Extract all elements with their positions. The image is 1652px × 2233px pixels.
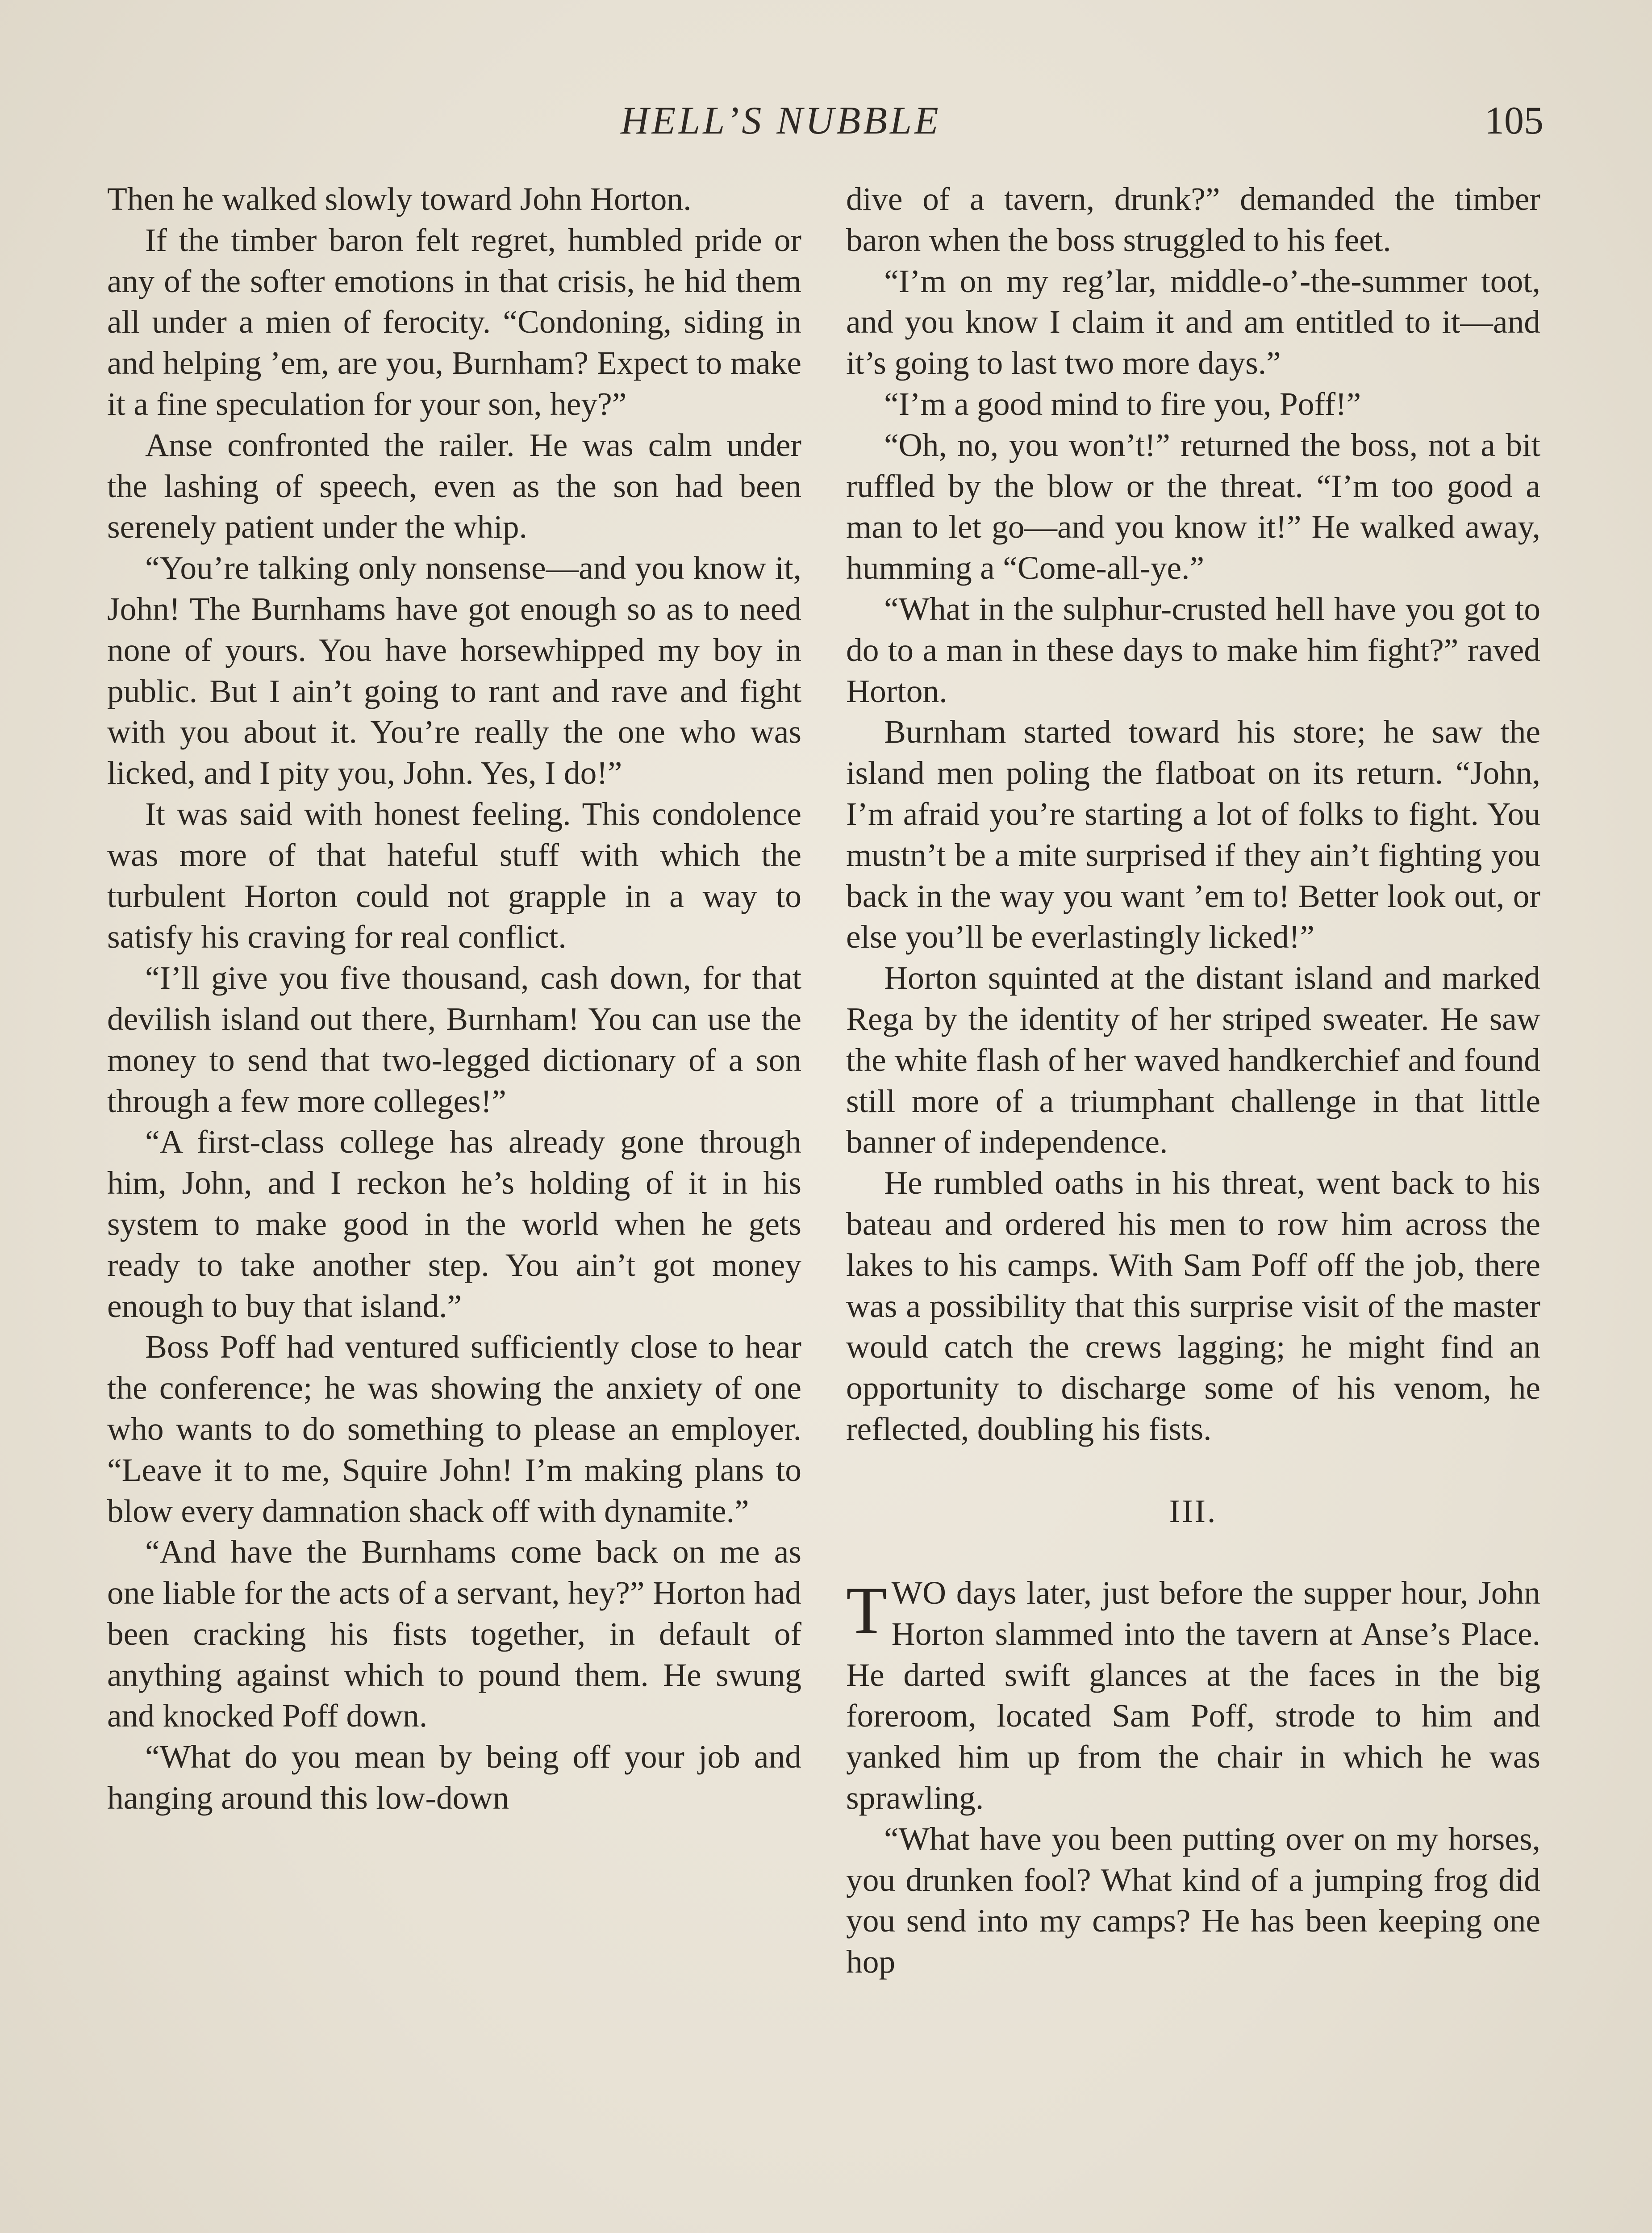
left-column: [107, 179, 801, 1819]
paragraph: Boss Poff had ventured sufficiently close to hear the conference; he was showing the anxiety of one who wants to do something to please an employer. “Leave it to me, Squire John! I’m making plans to blow every damnation shack off with dynamite.”: [107, 1329, 801, 1529]
paragraph: He rumbled oaths in his threat, went back to his bateau and ordered his men to row him across the lakes to his camps. With Sam Poff off the job, there was a possibility that this surprise visit of the master would catch the crews lagging; he might find an opportunity to discharge some of his venom, he reflected, doubling his fists.: [846, 1165, 1540, 1447]
opening-text: WO days later, just before the supper hour, John Horton slammed into the tavern at Anse’s Place. He darted swift glances at the faces in the big foreroom, located Sam Poff, strode to him and yanked him up from the chair in which he was sprawling.: [846, 1575, 1540, 1816]
drop-cap: T: [846, 1573, 887, 1648]
paragraph: “I’ll give you five thousand, cash down, for that devilish island out there, Burnham! You can use the money to send that two-legged dictionary of a son through a few more colleges!”: [107, 960, 801, 1119]
section-opening-paragraph: [846, 1572, 1540, 1819]
paragraph: “What have you been putting over on my horses, you drunken fool? What kind of a jumping frog did you send into my camps? He has been keeping one hop: [846, 1820, 1540, 1980]
section-heading: III.: [1169, 1493, 1218, 1529]
paragraph: “What do you mean by being off your job and hanging around this low-down: [107, 1739, 801, 1816]
paragraph: Then he walked slowly toward John Horton.: [107, 181, 692, 217]
paragraph: “You’re talking only nonsense—and you know it, John! The Burnhams have got enough so as to need none of yours. You have horsewhipped my boy in public. But I ain’t going to rant and rave and fight with you about it. You’re really the one who was licked, and I pity you, John. Yes, I do!”: [107, 550, 801, 791]
paragraph: If the timber baron felt regret, humbled pride or any of the softer emotions in that crisis, he hid them all under a mien of ferocity. “Condoning, siding in and helping ’em, are you, Burnham? Expect to make it a fine speculation for your son, hey?”: [107, 222, 801, 422]
paragraph: It was said with honest feeling. This condolence was more of that hateful stuff with which the turbulent Horton could not grapple in a way to satisfy his craving for real conflict.: [107, 795, 801, 955]
paragraph: “What in the sulphur-crusted hell have you got to do to a man in these days to make him fight?” raved Horton.: [846, 590, 1540, 709]
paragraph: “I’m a good mind to fire you, Poff!”: [884, 385, 1361, 422]
paragraph: “I’m on my reg’lar, middle-o’-the-summer toot, and you know I claim it and am entitled to it—and it’s going to last two more days.”: [846, 263, 1540, 381]
paragraph: “And have the Burnhams come back on me as one liable for the acts of a servant, hey?” Horton had been cracking his fists together, in default of anything against which to pound them. He swung and knocked Poff down.: [107, 1534, 801, 1734]
paragraph: Horton squinted at the distant island and marked Rega by the identity of her striped sweater. He saw the white flash of her waved handkerchief and found still more of a triumphant challenge in that little banner of independence.: [846, 960, 1540, 1160]
paragraph: dive of a tavern, drunk?” demanded the timber baron when the boss struggled to his feet.: [846, 181, 1540, 258]
right-column: [846, 179, 1540, 1982]
paragraph: Burnham started toward his store; he saw the island men poling the flatboat on its return. “John, I’m afraid you’re starting a lot of folks to fight. You mustn’t be a mite surprised if they ain’t fighting you back in the way you want ’em to! Better look out, or else you’ll be everlastingly licked!”: [846, 714, 1540, 955]
paragraph: Anse confronted the railer. He was calm under the lashing of speech, even as the son had been serenely patient under the whip.: [107, 427, 801, 545]
page-number: 105: [1485, 99, 1544, 142]
running-title: HELL’S NUBBLE: [621, 99, 941, 142]
paragraph: “Oh, no, you won’t!” returned the boss, not a bit ruffled by the blow or the threat. “I’m too good a man to let go—and you know it!” He walked away, humming a “Come-all-ye.”: [846, 427, 1540, 586]
paragraph: “A first-class college has already gone through him, John, and I reckon he’s holding of it in his system to make good in the world when he gets ready to take another step. You ain’t got money enough to buy that island.”: [107, 1124, 801, 1324]
page-header: [0, 98, 1652, 152]
